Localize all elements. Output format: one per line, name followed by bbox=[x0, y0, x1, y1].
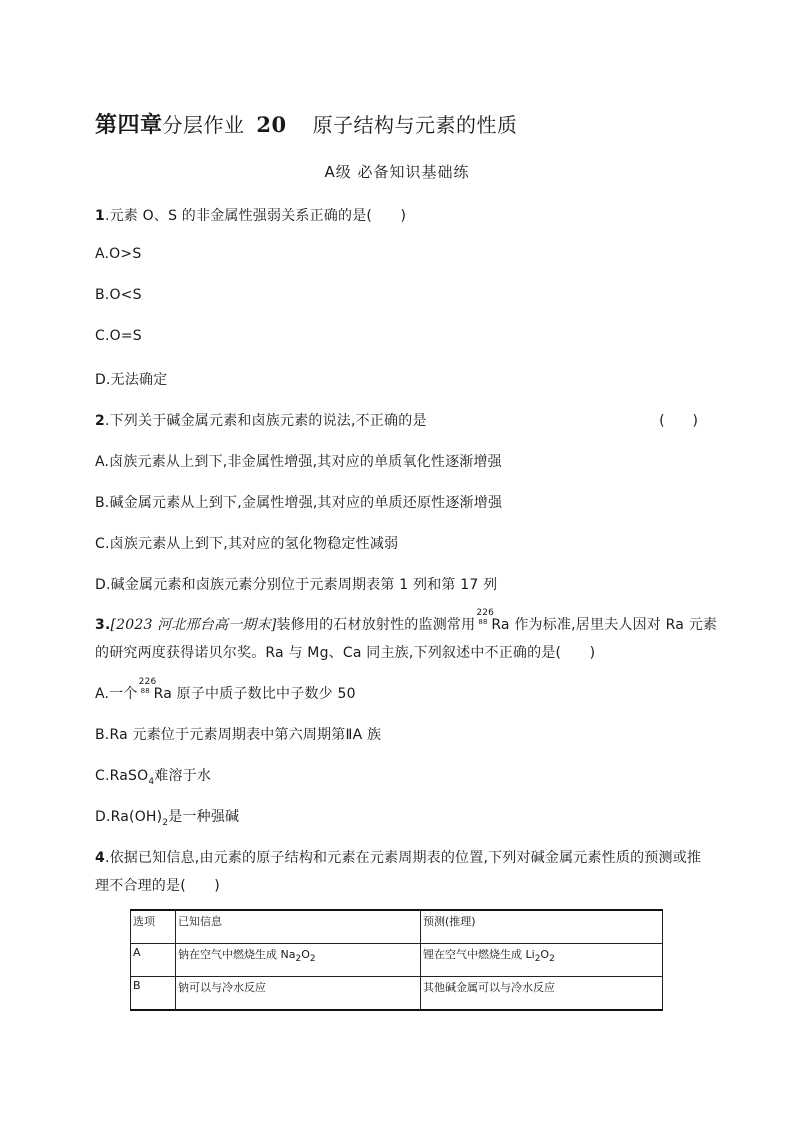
question-number: 2 bbox=[95, 413, 105, 429]
question-3-option-b: B.Ra 元素位于元素周期表中第六周期第ⅡA 族 bbox=[95, 727, 382, 743]
table-cell: B bbox=[131, 977, 176, 1011]
question-3-stem-line-2: 的研究两度获得诺贝尔奖。Ra 与 Mg、Ca 同主族,下列叙述中不正确的是( ) bbox=[95, 645, 596, 661]
series-label: 分层作业 bbox=[162, 113, 245, 137]
chapter-label: 第四章 bbox=[95, 113, 163, 138]
table-row bbox=[131, 944, 663, 977]
page-title bbox=[95, 108, 518, 139]
table-cell: 钠可以与冷水反应 bbox=[176, 977, 421, 1011]
question-4-table bbox=[130, 909, 663, 1011]
question-2-answer-paren: ( ) bbox=[659, 413, 698, 429]
question-3-option-c: C.RaSO$_4$难溶于水 bbox=[95, 768, 212, 787]
question-4-stem-line-2: 理不合理的是( ) bbox=[95, 878, 220, 894]
question-3-option-a: A.一个 226 88 Ra 原子中质子数比中子数少 50 bbox=[95, 677, 356, 702]
question-number: 4 bbox=[95, 850, 105, 866]
question-2-option-c: C.卤族元素从上到下,其对应的氢化物稳定性减弱 bbox=[95, 536, 399, 552]
topic-title: 原子结构与元素的性质 bbox=[312, 113, 518, 137]
table-header-cell: 预测(推理) bbox=[421, 910, 663, 944]
question-source: [2023 河北邢台高一期末] bbox=[110, 617, 277, 633]
table-cell: 锂在空气中燃烧生成 $Li_2O_2$ bbox=[421, 944, 663, 977]
question-1-option-a: A.O>S bbox=[95, 246, 142, 262]
question-1-option-d: D.无法确定 bbox=[95, 372, 168, 388]
radium-isotope-notation: 226 88 bbox=[138, 677, 157, 695]
question-1-stem: 1.元素 O、S 的非金属性强弱关系正确的是( ) bbox=[95, 208, 407, 224]
table-cell: 其他碱金属可以与冷水反应 bbox=[421, 977, 663, 1011]
question-number: 3 bbox=[95, 617, 105, 633]
level-heading: A级 必备知识基础练 bbox=[324, 163, 470, 181]
table-row bbox=[131, 977, 663, 1011]
question-4-stem: 4.依据已知信息,由元素的原子结构和元素在元素周期表的位置,下列对碱金属元素性质的预测或推 bbox=[95, 850, 702, 866]
table-header-cell: 选项 bbox=[131, 910, 176, 944]
question-number: 1 bbox=[95, 208, 105, 224]
table-header-row bbox=[131, 910, 663, 944]
question-1-option-b: B.O<S bbox=[95, 287, 142, 303]
question-3-stem: 3.[2023 河北邢台高一期末]装修用的石材放射性的监测常用 226 88 Ra 作为标准,居里夫人因对 Ra 元素 bbox=[95, 608, 718, 633]
question-2-option-a: A.卤族元素从上到下,非金属性增强,其对应的单质氧化性逐渐增强 bbox=[95, 454, 502, 470]
question-3-option-d: $D.Ra(OH)_2$是一种强碱 bbox=[95, 809, 240, 828]
radium-isotope-notation: 226 88 bbox=[476, 608, 495, 626]
table-header-cell: 已知信息 bbox=[176, 910, 421, 944]
assignment-number: 20 bbox=[256, 112, 287, 137]
question-2-option-b: B.碱金属元素从上到下,金属性增强,其对应的单质还原性逐渐增强 bbox=[95, 495, 503, 511]
table-cell: A bbox=[131, 944, 176, 977]
question-2-stem: 2.下列关于碱金属元素和卤族元素的说法,不正确的是 bbox=[95, 413, 427, 429]
question-1-option-c: C.O=S bbox=[95, 328, 142, 344]
table-cell: 钠在空气中燃烧生成 $Na_2O_2$ bbox=[176, 944, 421, 977]
question-2-option-d: D.碱金属元素和卤族元素分别位于元素周期表第 1 列和第 17 列 bbox=[95, 577, 498, 593]
